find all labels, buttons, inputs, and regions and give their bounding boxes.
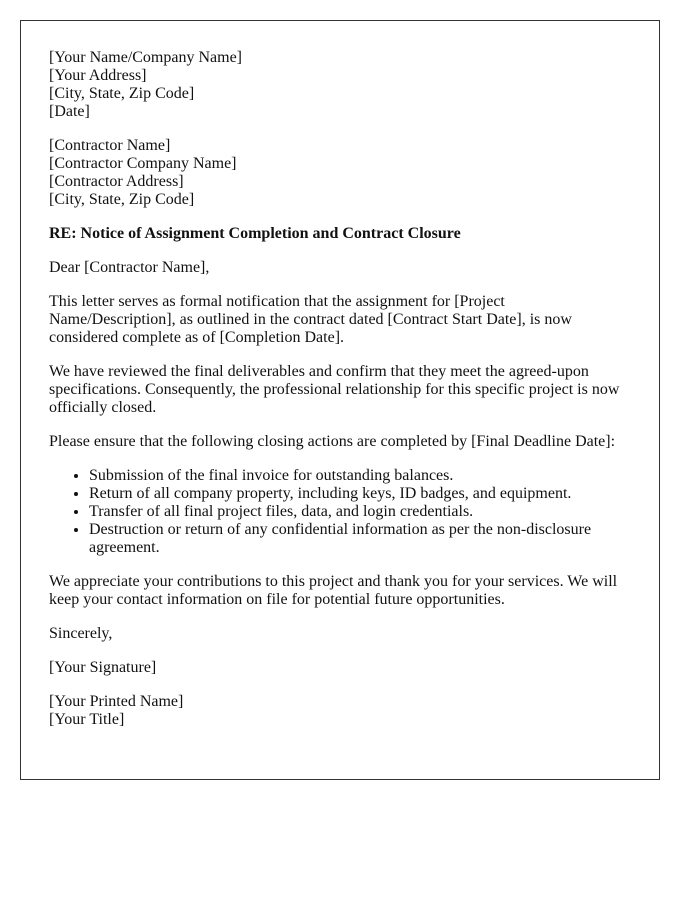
recipient-city-state-zip: [City, State, Zip Code] [49,191,195,208]
body-paragraph-3: Please ensure that the following closing actions are completed by [Final Deadline Date]: [49,433,616,450]
signer-title: [Your Title] [49,711,125,728]
letter-date: [Date] [49,103,90,120]
letter-document [20,20,660,780]
signer-block [49,693,631,729]
list-item: • Transfer of all final project files, data, and login credentials. [89,503,631,521]
sender-name: [Your Name/Company Name] [49,49,243,66]
list-item: • Return of all company property, including keys, ID badges, and equipment. [89,485,631,503]
subject-line: RE: Notice of Assignment Completion and Contract Closure [49,225,461,242]
recipient-address-block [49,137,631,209]
valediction: Sincerely, [49,625,113,642]
sender-address: [Your Address] [49,67,147,84]
closing-actions-list [49,467,631,557]
body-paragraph-2: We have reviewed the final deliverables and confirm that they meet the agreed-upon specifications. Consequently, the professional relationship for this specific project is now officially closed. [49,363,620,416]
list-item: • Destruction or return of any confidential information as per the non-disclosure agreement. [89,521,631,557]
sender-city-state-zip: [City, State, Zip Code] [49,85,195,102]
sender-address-block [49,49,631,121]
recipient-company: [Contractor Company Name] [49,155,237,172]
salutation: Dear [Contractor Name], [49,259,210,276]
body-paragraph-1: This letter serves as formal notification that the assignment for [Project Name/Description], as outlined in the contract dated [Contract Start Date], is now considered complete as of [Completion Date]. [49,293,572,346]
recipient-name: [Contractor Name] [49,137,171,154]
signature-placeholder: [Your Signature] [49,659,157,676]
list-item: • Submission of the final invoice for outstanding balances. [89,467,631,485]
body-paragraph-4: We appreciate your contributions to this project and thank you for your services. We will keep your contact information on file for potential future opportunities. [49,573,618,608]
recipient-address: [Contractor Address] [49,173,184,190]
printed-name: [Your Printed Name] [49,693,184,710]
